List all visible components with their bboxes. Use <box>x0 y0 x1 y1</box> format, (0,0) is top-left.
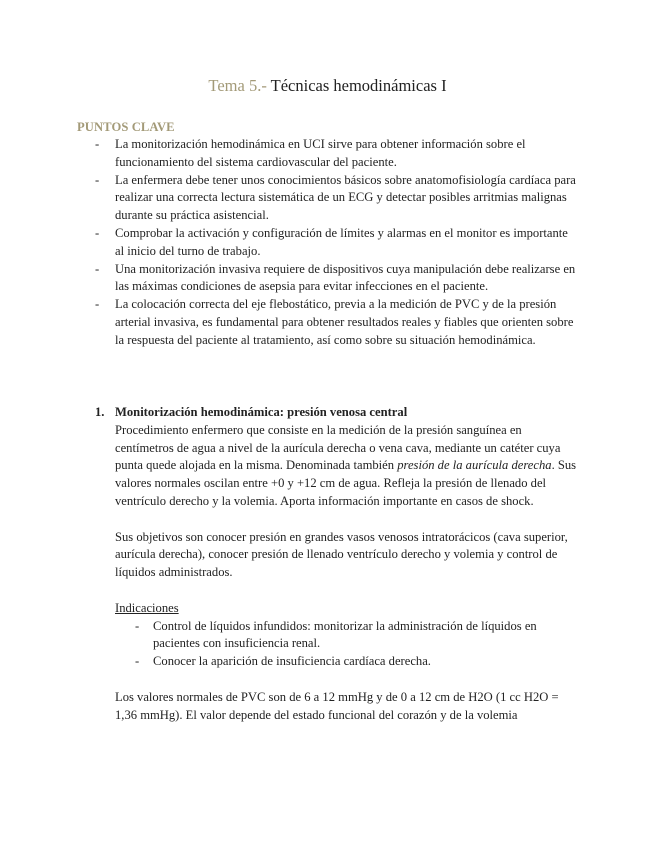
paragraph-objectives: Sus objetivos son conocer presión en grandes vasos venosos intratorácicos (cava superior, aurícula derecha), conocer presión de llenado ventrículo derecho y volemia y control de líquidos administrados. <box>115 529 568 580</box>
bullet-dash: - <box>95 297 100 312</box>
list-item-text: La monitorización hemodinámica en UCI sirve para obtener información sobre el funcionamiento del sistema cardiovascular del paciente. <box>115 137 526 169</box>
section-heading-text: Monitorización hemodinámica: presión venosa central <box>115 405 408 419</box>
list-item <box>95 172 580 225</box>
section-body <box>95 422 580 725</box>
bullet-dash: - <box>95 225 100 240</box>
list-item <box>135 653 580 671</box>
list-item-text: La colocación correcta del eje flebostático, previa a la medición de PVC y de la presión arterial invasiva, es fundamental para obtener resultados reales y fiables que orienten sobre la respuesta del paciente al tratamiento, así como sobre su situación hemodinámica. <box>115 297 574 347</box>
key-points-list <box>95 136 580 350</box>
list-item-text: Comprobar la activación y configuración de límites y alarmas en el monitor es importante al inicio del turno de trabajo. <box>115 225 568 258</box>
section-1 <box>95 404 580 724</box>
paragraph-definition <box>115 422 580 511</box>
indications-heading: Indicaciones <box>115 600 179 615</box>
bullet-dash: - <box>135 654 140 669</box>
paragraph-text: . Sus valores normales oscilan entre +0 y +12 cm de agua. Refleja la presión de llenado del ventrículo derecho y la volemia. Aporta información importante en casos de shock. <box>115 458 577 508</box>
list-item-text: La enfermera debe tener unos conocimientos básicos sobre anatomofisiología cardíaca para realizar una correcta lectura sistemática de un ECG y detectar posibles arritmias malignas durante su práctica asistencial. <box>115 172 576 223</box>
list-item-text: Una monitorización invasiva requiere de dispositivos cuya manipulación debe realizarse en las máximas condiciones de asepsia para evitar infecciones en el paciente. <box>115 261 576 294</box>
paragraph-text: Procedimiento enfermero que consiste en la medición de la presión sanguínea en centímetros de agua a nivel de la aurícula derecha o vena cava, mediante un catéter cuya punta quede alojada en la misma. Denominada también <box>115 422 561 473</box>
list-item <box>95 261 580 297</box>
title-prefix: Tema 5.- <box>208 76 267 95</box>
list-item-text: Conocer la aparición de insuficiencia cardíaca derecha. <box>153 654 431 669</box>
list-item <box>95 136 580 172</box>
bullet-dash: - <box>95 261 100 276</box>
bullet-dash: - <box>95 172 100 187</box>
section-number: 1. <box>95 405 105 419</box>
list-item <box>95 296 580 349</box>
paragraph-normal-values: Los valores normales de PVC son de 6 a 12 mmHg y de 0 a 12 cm de H2O (1 cc H2O = 1,36 mmHg). El valor depende del estado funcional del corazón y de la volemia <box>115 689 559 722</box>
bullet-dash: - <box>95 137 100 151</box>
title-text: Técnicas hemodinámicas I <box>270 76 447 95</box>
page-title <box>0 76 655 96</box>
emphasis-text: presión de la aurícula derecha <box>397 458 552 473</box>
list-item <box>135 618 580 654</box>
list-item-text: Control de líquidos infundidos: monitorizar la administración de líquidos en pacientes con insuficiencia renal. <box>153 618 537 651</box>
key-points-heading: PUNTOS CLAVE <box>77 120 175 134</box>
bullet-dash: - <box>135 618 140 633</box>
list-item <box>95 225 580 261</box>
indications-list <box>115 618 580 671</box>
section-heading <box>95 404 580 422</box>
